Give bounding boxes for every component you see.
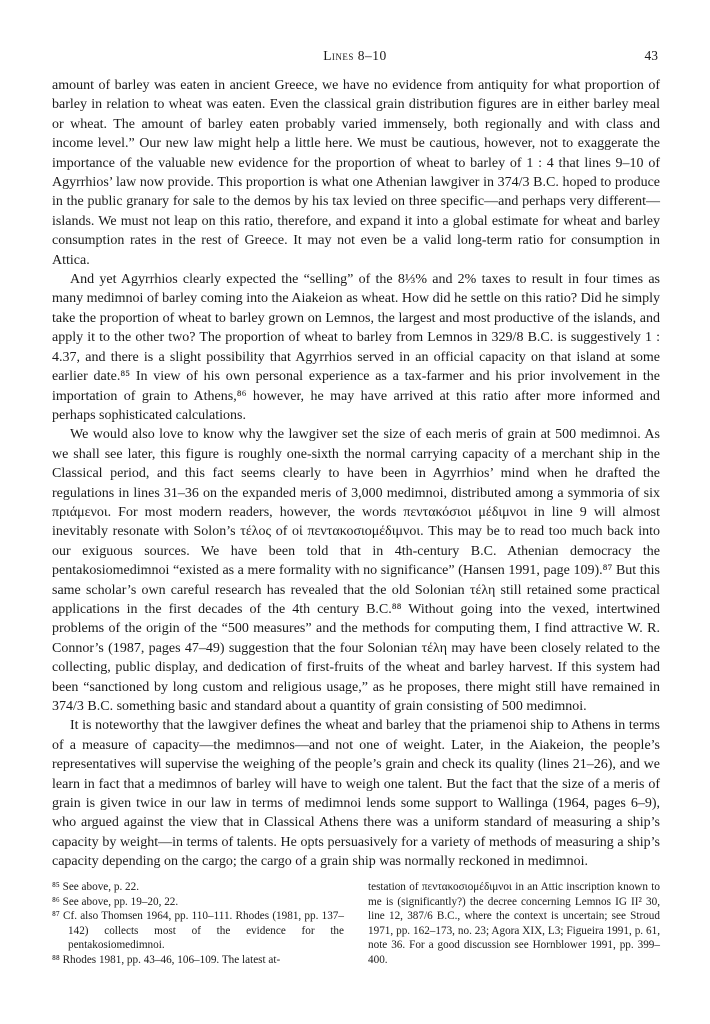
footnote-continuation: testation of πεντακοσιομέδιμνοι in an Attic inscription known to me is (significantly?) the decree concerning Lemnos IG II² 30, line 12, 387/6 B.C., where the context is uncertain; see Stroud 1971, pp. 162–173, no. 23; Agora XIX, L3; Figueira 1991, p. 61, note 36. For a good discussion see Hornblower 1991, pp. 399–400. xyxy=(368,881,660,966)
footnote: ⁸⁷ Cf. also Thomsen 1964, pp. 110–111. Rhodes (1981, pp. 137–142) collects most of the evidence for the pentakosiomedimnoi. xyxy=(52,910,344,952)
footnote: ⁸⁶ See above, pp. 19–20, 22. xyxy=(52,895,179,908)
footnote: ⁸⁸ Rhodes 1981, pp. 43–46, 106–109. The latest at- xyxy=(52,953,281,966)
paragraph: amount of barley was eaten in ancient Greece, we have no evidence from antiquity for what proportion of barley in relation to wheat was eaten. Even the classical grain distribution figures are in either barley meal or wheat. The amount of barley eaten probably varied immensely, both regionally and with class and income level.” Our new law might help a little here. We must be cautious, however, not to exaggerate the importance of the valuable new evidence for the proportion of wheat to barley of 1 : 4 that lines 9–10 of Agyrrhios’ law now provide. This proportion is what one Athenian lawgiver in 374/3 B.C. hoped to produce in the public granary for sale to the demos by his tax levied on three specific—and perhaps very different—islands. We must not leap on this ratio, therefore, and expand it into a global estimate for wheat and barley consumption rates in the rest of Greece. It may not even be a valid long-term ratio for consumption in Attica. xyxy=(52,78,660,268)
paragraph: It is noteworthy that the lawgiver defines the wheat and barley that the priamenoi ship to Athens in terms of a measure of capacity—the medimnos—and not one of weight. Later, in the Aiakeion, the people’s representatives will supervise the weighing of the people’s grain and check its quality (lines 21–26), and we learn in fact that a medimnos of barley will have to weigh one talent. But the fact that the size of a meris of grain is given twice in our law in terms of medimnoi lends some support to Wallinga (1964, pages 6–9), who argued against the view that in Classical Athens there was a uniform standard of measuring a ship’s capacity by weight—in terms of talents. He opts persuasively for a variety of methods of measuring a ship’s capacity depending on the cargo; the cargo of a grain ship was normally reckoned in medimnoi. xyxy=(52,718,660,870)
page-header xyxy=(52,48,658,68)
footnotes xyxy=(52,880,660,968)
page-number: 43 xyxy=(644,48,658,63)
running-head: Lines 8–10 xyxy=(323,48,387,63)
body-text xyxy=(52,76,660,872)
paragraph: We would also love to know why the lawgiver set the size of each meris of grain at 500 medimnoi. As we shall see later, this figure is roughly one-sixth the normal carrying capacity of a merchant ship in the Classical period, and this fact seems clearly to have been in Agyrrhios’ mind when he drafted the regulations in lines 31–36 on the expanded meris of 3,000 medimnoi, distributed among a symmoria of six πριάμενοι. For most modern readers, however, the words πεντακόσιοι μέδιμνοι in line 9 will almost inevitably resonate with Solon’s τέλος of οἱ πεντακοσιομέδιμνοι. This may be to read too much back into our exiguous sources. We have been told that in 4th-century B.C. Athenian democracy the pentakosiomedimnoi “existed as a mere formality with no significance” (Hansen 1991, page 109).⁸⁷ But this same scholar’s own careful research has revealed that the old Solonian τέλη still retained some practical applications in the first decades of the 4th century B.C.⁸⁸ Without going into the vexed, intertwined problems of the origin of the “500 measures” and the methods for computing them, I find attractive W. R. Connor’s (1987, pages 47–49) suggestion that the four Solonian τέλη may have been closely related to the collecting, public display, and dedication of first-fruits of the wheat and barley harvest. If this system had been “sanctioned by long custom and religious usage,” as he proposes, there might still have remained in 374/3 B.C. something basic and standard about a quantity of grain consisting of 500 medimnoi. xyxy=(52,427,660,714)
footnotes-right-column xyxy=(368,880,660,968)
footnote: ⁸⁵ See above, p. 22. xyxy=(52,881,140,893)
paragraph: And yet Agyrrhios clearly expected the “selling” of the 8⅓% and 2% taxes to result in four times as many medimnoi of barley coming into the Aiakeion as wheat. How did he settle on this ratio? Did he simply take the proportion of wheat to barley grown on Lemnos, the largest and most productive of the islands, and apply it to the other two? The proportion of wheat to barley from Lemnos in 329/8 B.C. is suggestively 1 : 4.37, and there is a slight possibility that Agyrrhios served in an official capacity on that island at some earlier date.⁸⁵ In view of his own personal experience as a tax-farmer and his prior involvement in the importation of grain to Athens,⁸⁶ however, he may have arrived at this ratio after more informed and perhaps sophisticated calculations. xyxy=(52,272,660,423)
footnotes-left-column xyxy=(52,880,344,968)
